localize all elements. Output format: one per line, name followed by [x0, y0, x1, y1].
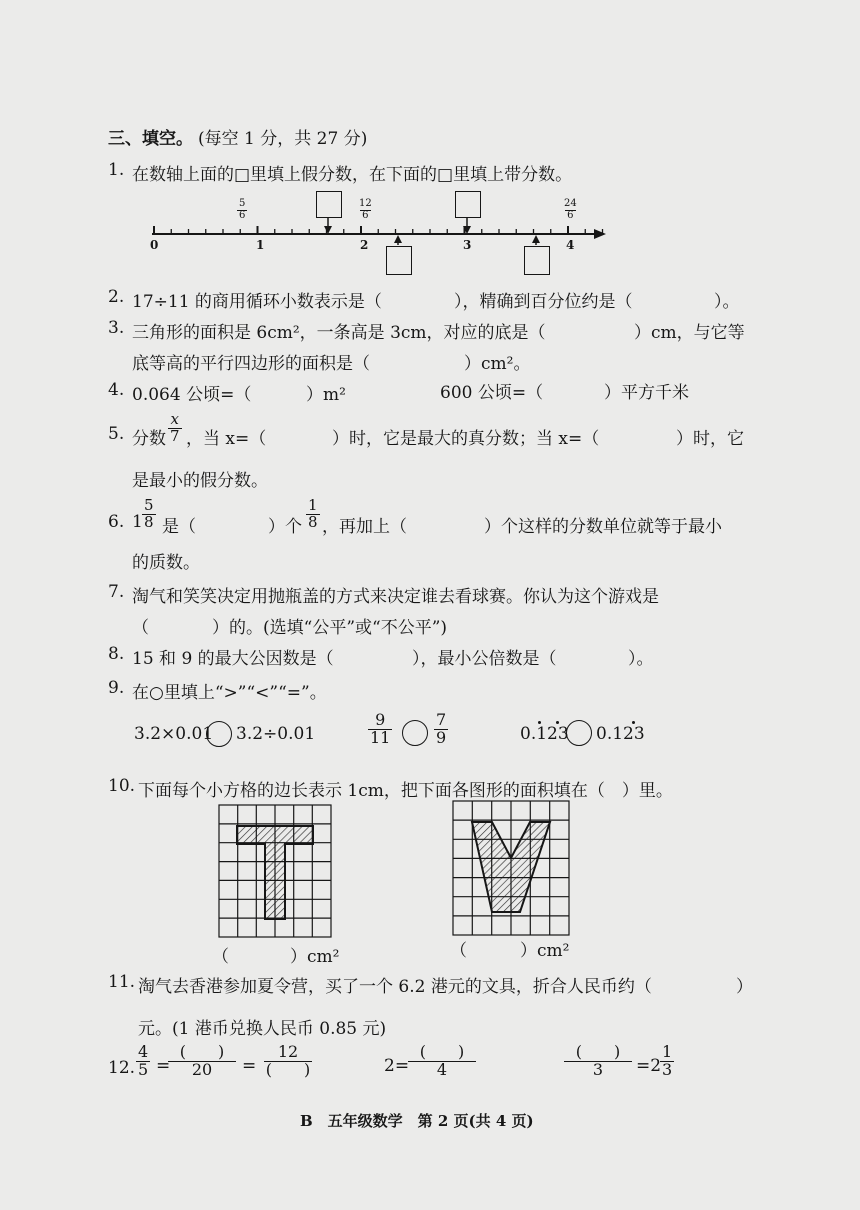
q8-b: ），最小公倍数是（ [412, 649, 557, 669]
q2-text-b: ），精确到百分位约是（ [454, 292, 633, 312]
frac-denominator: 6 [362, 209, 369, 221]
repeating-dot [632, 721, 635, 724]
frac-numerator: 24 [564, 198, 577, 209]
q12-two-equals: 2= [384, 1056, 410, 1076]
q2-text-a: 17÷11 的商用循环小数表示是（ [132, 292, 382, 312]
compare-circle-1[interactable] [206, 721, 232, 747]
frac-denominator: 9 [436, 727, 447, 747]
frac-denominator: 3 [564, 1061, 632, 1079]
frac-numerator: ( ) [419, 1042, 465, 1061]
q1-number: 1. [108, 160, 125, 180]
q9-compare1-right: 3.2÷0.01 [236, 724, 316, 744]
q9-number: 9. [108, 678, 125, 698]
section-note: (每空 1 分，共 27 分) [198, 129, 368, 149]
q12-frac-blank-4[interactable] [408, 1044, 476, 1079]
frac-numerator: 12 [359, 198, 372, 209]
frac-denominator: 6 [239, 209, 246, 221]
q12-frac-blank-3[interactable] [564, 1044, 632, 1079]
q5-fraction [168, 412, 182, 445]
q6-d: ）个这样的分数单位就等于最小 [484, 517, 722, 537]
q8-a: 15 和 9 的最大公因数是（ [132, 649, 334, 669]
q12-frac-4-5 [136, 1044, 150, 1079]
q12-equals-2: = [242, 1056, 257, 1076]
q11-line1-a: 淘气去香港参加夏令营，买了一个 6.2 港元的文具，折合人民币约（ [138, 977, 652, 997]
page-footer: B 五年级数学 第 2 页(共 4 页) [300, 1112, 534, 1130]
q10-text: 下面每个小方格的边长表示 1cm，把下面各图形的面积填在（ ）里。 [138, 781, 673, 801]
tick-label-1: 1 [256, 238, 265, 252]
frac-numerator: 5 [144, 496, 154, 514]
q4-number: 4. [108, 380, 125, 400]
frac-numerator: ( ) [575, 1042, 621, 1061]
frac-numerator: 4 [138, 1042, 149, 1061]
frac-denominator: 11 [370, 727, 391, 747]
q10-answer2-open: （ [450, 941, 467, 961]
q12-mixed-frac [660, 1044, 674, 1079]
q11-line2: 元。(1 港币兑换人民币 0.85 元) [138, 1019, 387, 1039]
q6-mixed-fraction [142, 498, 156, 531]
q10-number: 10. [108, 776, 136, 796]
q9-text: 在○里填上“>”“<”“=”。 [132, 683, 327, 703]
grid-figure-v [452, 800, 570, 936]
frac-numerator: x [170, 410, 179, 428]
frac-denominator: 4 [408, 1061, 476, 1079]
frac-denominator: 20 [168, 1061, 236, 1079]
q7-number: 7. [108, 582, 125, 602]
tick-label-3: 3 [463, 238, 472, 252]
frac-numerator: 1 [308, 496, 318, 514]
q6-number: 6. [108, 512, 125, 532]
q4-a1: 0.064 公顷=（ [132, 385, 252, 405]
q10-answer1-close: ）cm² [290, 947, 340, 967]
q7-line2-a: （ [132, 618, 149, 638]
q12-frac-blank-20[interactable] [168, 1044, 236, 1079]
q5-d: ）时，它 [676, 429, 744, 449]
compare-circle-3[interactable] [566, 720, 592, 746]
q6-c: ，再加上（ [322, 517, 407, 537]
q3-line1-b: ）cm，与它等 [634, 323, 745, 343]
repeating-dot [538, 721, 541, 724]
q5-a: 分数 [132, 429, 166, 449]
tick-label-2: 2 [360, 238, 369, 252]
q12-equals-1: = [156, 1056, 171, 1076]
q10-answer1-open: （ [212, 947, 229, 967]
q3-line2-a: 底等高的平行四边形的面积是（ [132, 354, 370, 374]
box-arrows [0, 0, 860, 300]
q12-number: 12. [108, 1058, 136, 1078]
q9-compare2-left [368, 712, 392, 747]
q9-compare3-right: 0.123 [596, 724, 645, 744]
tick-label-4: 4 [566, 238, 575, 252]
q6-a: 是（ [162, 517, 196, 537]
section-title: 三、填空。 [108, 129, 193, 149]
q8-c: ）。 [628, 649, 654, 669]
q9-compare2-right [434, 712, 448, 747]
q6-unit-fraction [306, 498, 320, 531]
q4-b2: ）平方千米 [604, 383, 689, 403]
q6-b: ）个 [268, 517, 302, 537]
q11-number: 11. [108, 972, 136, 992]
q5-b: ，当 x=（ [186, 429, 267, 449]
q4-a2: ）m² [306, 385, 346, 405]
frac-denominator: ( ) [265, 1059, 311, 1079]
q3-line1-a: 三角形的面积是 6cm²，一条高是 3cm，对应的底是（ [132, 323, 546, 343]
q7-line1: 淘气和笑笑决定用抛瓶盖的方式来决定谁去看球赛。你认为这个游戏是 [132, 587, 659, 607]
frac-numerator: ( ) [179, 1042, 225, 1061]
q12-equals-mixed: =2 [636, 1056, 662, 1076]
q2-number: 2. [108, 287, 125, 307]
grid-figure-t [218, 804, 332, 938]
repeating-dot [556, 721, 559, 724]
q6-whole: 1 [132, 512, 143, 532]
q7-line2-b: ）的。(选填“公平”或“不公平”) [212, 618, 448, 638]
frac-denominator: 8 [308, 512, 318, 531]
frac-numerator: 7 [436, 710, 447, 729]
q2-text-c: ）。 [714, 292, 740, 312]
q1-text: 在数轴上面的□里填上假分数，在下面的□里填上带分数。 [132, 165, 573, 185]
tick-label-0: 0 [150, 238, 159, 252]
q3-number: 3. [108, 318, 125, 338]
q5-line2: 是最小的假分数。 [132, 471, 268, 491]
q12-frac-12-blank[interactable] [254, 1044, 322, 1079]
q11-line1-b: ） [736, 977, 753, 997]
frac-numerator: 12 [277, 1042, 299, 1061]
frac-denominator: 6 [567, 209, 574, 221]
q6-line2: 的质数。 [132, 553, 200, 573]
q9-compare1-left: 3.2×0.01 [134, 724, 214, 744]
q10-answer2-close: ）cm² [520, 941, 570, 961]
q5-number: 5. [108, 424, 125, 444]
frac-numerator: 5 [239, 198, 246, 209]
q3-line2-b: ）cm²。 [464, 354, 531, 374]
q5-c: ）时，它是最大的真分数；当 x=（ [332, 429, 600, 449]
compare-circle-2[interactable] [402, 720, 428, 746]
q4-b1: 600 公顷=（ [440, 383, 544, 403]
frac-denominator: 8 [144, 512, 154, 531]
frac-denominator: 7 [170, 426, 180, 445]
q8-number: 8. [108, 644, 125, 664]
frac-denominator: 3 [662, 1059, 673, 1079]
frac-numerator: 9 [375, 710, 386, 729]
frac-denominator: 5 [138, 1059, 149, 1079]
q9-compare3-left: 0.123 [520, 724, 569, 744]
frac-numerator: 1 [662, 1042, 673, 1061]
